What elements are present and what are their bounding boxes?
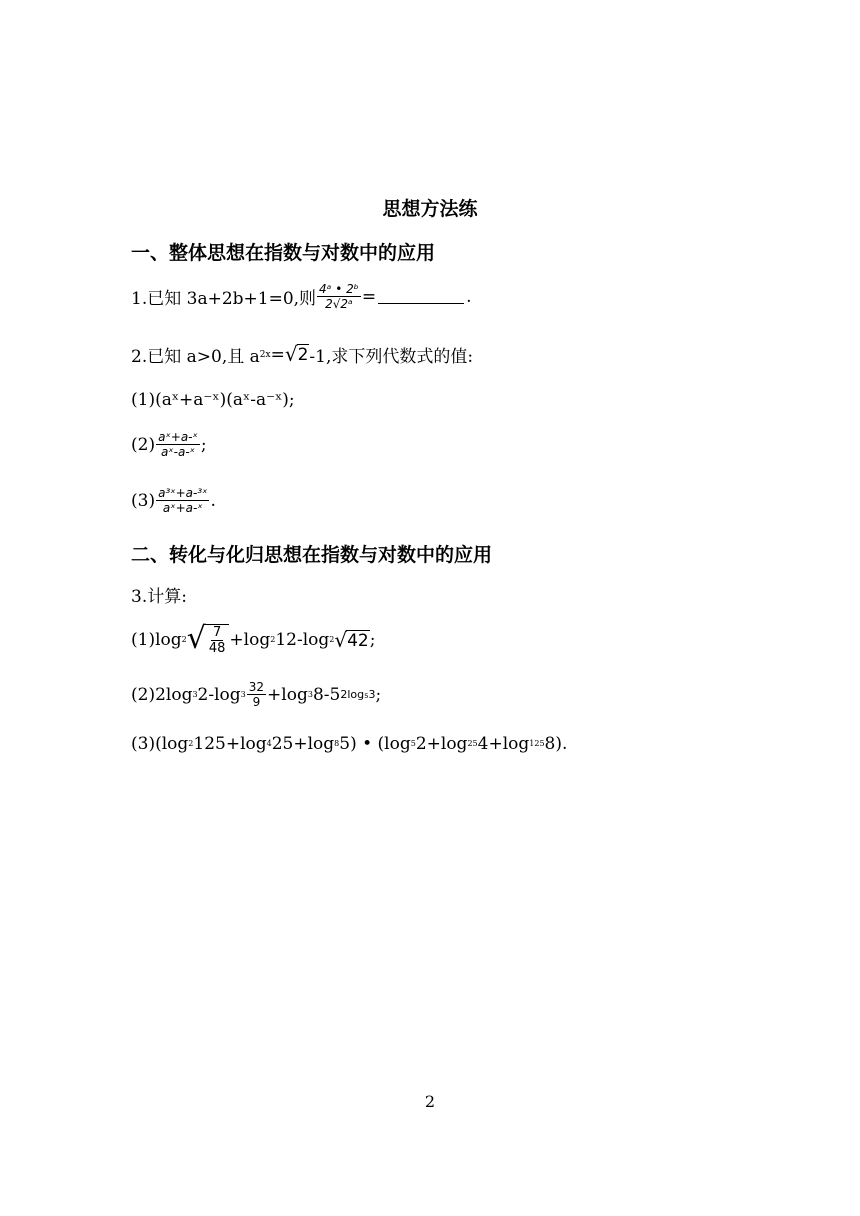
q2-radicand: 2 — [297, 345, 309, 365]
section-heading-1: 一、整体思想在指数与对数中的应用 — [131, 242, 436, 264]
q1-end: . — [466, 286, 472, 307]
radical-sign-icon: √ — [186, 621, 206, 656]
q3-2-numerator: 32 — [248, 680, 265, 694]
q3-3-text-4: 5) • (log — [339, 734, 411, 754]
q2-3-fraction — [156, 486, 209, 515]
q3-3-text-5: 2+log — [415, 734, 468, 754]
question-3-1: (1)log 2 √ $\frac{7}{48}$ +log 2 12-log 2 √ 42 ; — [131, 621, 376, 656]
q1-fraction-numerator: 4ᵃ • 2ᵇ — [319, 282, 359, 296]
q2-3-label: (3) — [131, 490, 156, 511]
q3-1-end: ; — [369, 630, 376, 650]
q2-2-end: ; — [200, 434, 207, 455]
q2-3-denominator: aˣ+a-ˣ — [162, 501, 203, 515]
question-3-3: (3)(log 2 125+log 4 25+log 8 5) • (log 5 2+log 25 4+log 125 8). — [131, 734, 568, 754]
question-2-2 — [131, 430, 207, 459]
q3-2-mid3: 8-5 — [312, 684, 341, 705]
q2-2-numerator: aˣ+a-ˣ — [158, 430, 198, 444]
q3-3-text-6: 4+log — [477, 734, 530, 754]
q2-2-fraction — [156, 430, 200, 459]
q2-2-denominator: aˣ-a-ˣ — [160, 445, 195, 459]
q2-2-label: (2) — [131, 434, 156, 455]
q3-1-fraction — [207, 625, 228, 656]
question-2-3 — [131, 486, 216, 515]
question-2-1: (1)(aˣ+a⁻ˣ)(aˣ-a⁻ˣ); — [131, 390, 295, 410]
page-title: 思想方法练 — [382, 198, 478, 220]
q3-2-fraction — [247, 680, 266, 709]
question-1 — [131, 282, 472, 311]
q3-2-end: ; — [375, 684, 382, 705]
q3-1-label: (1)log — [131, 630, 182, 650]
q1-fraction — [317, 282, 361, 311]
section-heading-2: 二、转化与化归思想在指数与对数中的应用 — [131, 544, 493, 566]
q3-1-radicand — [205, 624, 230, 656]
q3-3-text-2: 125+log — [193, 734, 267, 754]
radical-sign-icon: √ — [334, 627, 348, 652]
question-2: 2.已知 a>0,且 a 2x = √ 2 -1,求下列代数式的值: — [131, 342, 474, 367]
q3-1-numerator: 7 — [212, 625, 222, 640]
q3-1-sqrt — [334, 627, 369, 652]
q2-equals: = — [270, 344, 285, 365]
q2-sqrt — [285, 344, 310, 365]
question-3-2: (2)2log 3 2-log 3 $\frac{32}{9}$ +log 3 8-5 2log₅3 ; — [131, 680, 382, 709]
q1-fraction-denominator: 2√2ᵃ — [325, 297, 353, 311]
q3-1-mid: +log — [229, 630, 271, 650]
q3-1-denominator: 48 — [208, 641, 226, 656]
q3-1-sqrt-fraction — [186, 621, 230, 656]
q3-2-mid2: +log — [267, 684, 308, 705]
q3-3-text-7: 8). — [544, 734, 568, 754]
radical-sign-icon: √ — [284, 342, 298, 366]
q2-suffix: -1,求下列代数式的值: — [309, 347, 474, 367]
q3-3-text-1: (3)(log — [131, 734, 189, 754]
q1-equals: = — [361, 286, 377, 307]
q3-2-mid: 2-log — [197, 684, 241, 705]
q2-prefix: 2.已知 a>0,且 a — [131, 347, 260, 367]
q3-1-mid2: 12-log — [275, 630, 330, 650]
question-3: 3.计算: — [131, 587, 187, 607]
q3-2-denominator: 9 — [252, 695, 261, 709]
q2-3-numerator: a³ˣ+a-³ˣ — [158, 486, 208, 500]
q2-3-end: . — [210, 490, 216, 511]
q1-prefix: 1.已知 3a+2b+1=0,则 — [131, 289, 317, 309]
q3-1-radicand-2: 42 — [347, 630, 369, 651]
q3-2-label: (2)2log — [131, 684, 193, 705]
page-number: 2 — [424, 1092, 436, 1111]
answer-blank — [378, 289, 464, 304]
q3-3-text-3: 25+log — [271, 734, 335, 754]
